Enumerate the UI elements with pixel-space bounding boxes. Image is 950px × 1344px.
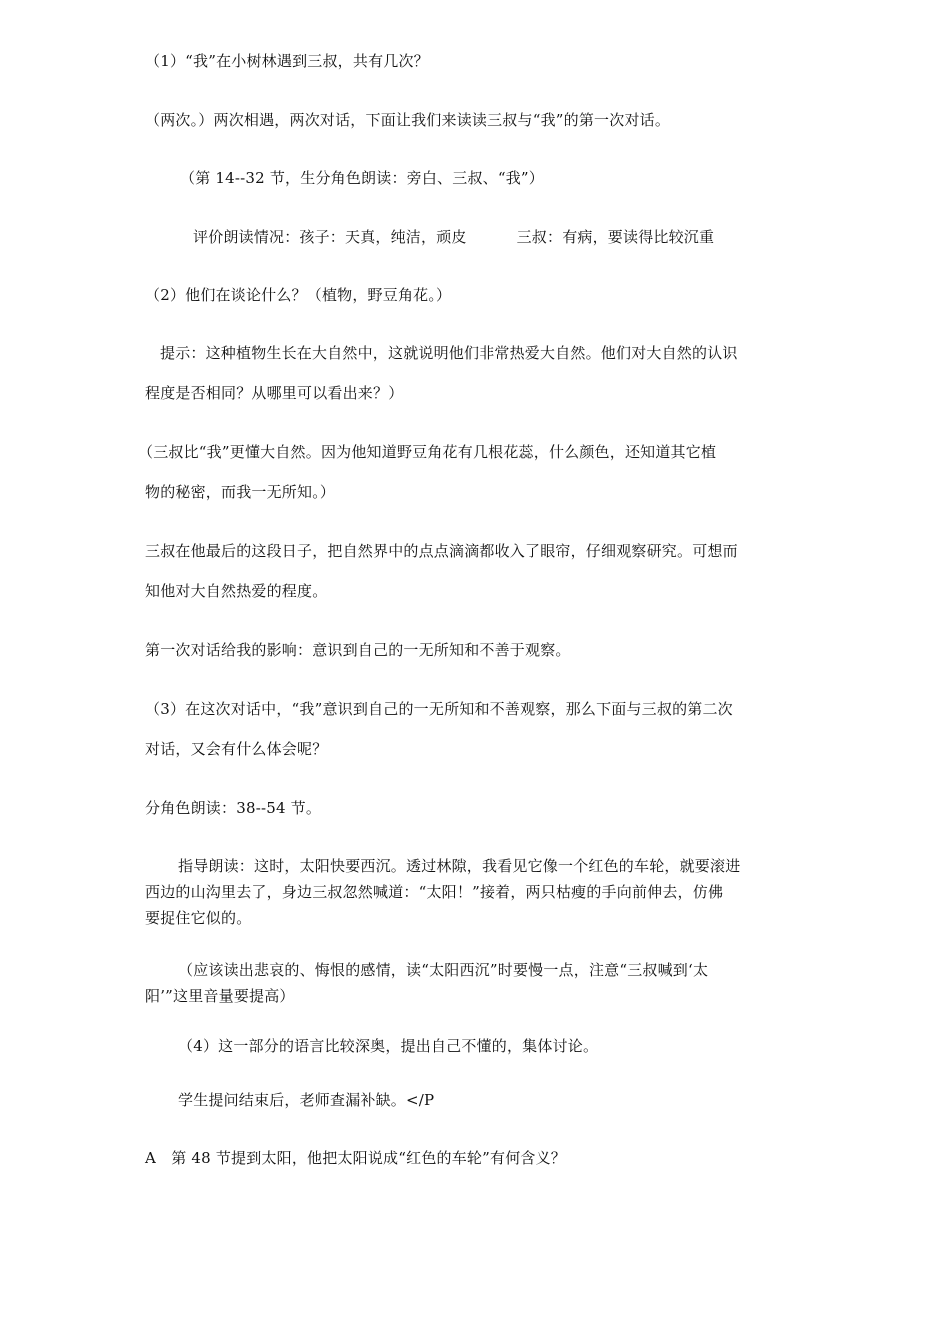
question-1: （1）“我”在小树林遇到三叔，共有几次？ xyxy=(145,52,429,70)
summary-line-1: 三叔在他最后的这段日子，把自然界中的点点滴滴都收入了眼帘，仔细观察研究。可想而 xyxy=(145,542,738,560)
explanation-line-1: （三叔比“我”更懂大自然。因为他知道野豆角花有几根花蕊，什么颜色，还知道其它植 xyxy=(138,443,717,461)
reading-evaluation xyxy=(193,227,865,247)
question-3-line-1: （3）在这次对话中，“我”意识到自己的一无所知和不善观察，那么下面与三叔的第二次 xyxy=(145,700,733,718)
first-dialogue-effect: 第一次对话给我的影响：意识到自己的一无所知和不善于观察。 xyxy=(145,641,571,659)
reading-instruction-1: （第 14--32 节，生分角色朗读：旁白、三叔、“我”） xyxy=(180,169,544,187)
hint-line-1: 提示：这种植物生长在大自然中，这就说明他们非常热爱大自然。他们对大自然的认识 xyxy=(160,344,738,362)
question-3-line-2: 对话，又会有什么体会呢？ xyxy=(145,740,328,758)
hint-line-2: 程度是否相同？从哪里可以看出来？） xyxy=(145,384,404,402)
explanation-line-2: 物的秘密，而我一无所知。） xyxy=(145,483,336,501)
reading-note-line-1: （应该读出悲哀的、悔恨的感情，读“太阳西沉”时要慢一点，注意“三叔喊到‘太 xyxy=(178,961,709,979)
reading-instruction-2: 分角色朗读：38--54 节。 xyxy=(145,799,322,817)
guided-reading-line-1: 指导朗读：这时，太阳快要西沉。透过林隙，我看见它像一个红色的车轮，就要滚进 xyxy=(178,857,741,875)
question-4: （4）这一部分的语言比较深奥，提出自己不懂的，集体讨论。 xyxy=(178,1037,599,1055)
evaluation-uncle: 三叔：有病，要读得比较沉重 xyxy=(516,228,715,246)
question-2: （2）他们在谈论什么？（植物，野豆角花。） xyxy=(145,286,452,304)
answer-1: （两次。）两次相遇，两次对话，下面让我们来读读三叔与“我”的第一次对话。 xyxy=(145,111,671,129)
guided-reading-line-3: 要捉住它似的。 xyxy=(145,909,252,927)
summary-line-2: 知他对大自然热爱的程度。 xyxy=(145,582,328,600)
teacher-summary: 学生提问结束后，老师查漏补缺。</P xyxy=(178,1091,435,1109)
guided-reading-line-2: 西边的山沟里去了，身边三叔忽然喊道：“太阳！”接着，两只枯瘦的手向前伸去，仿佛 xyxy=(145,883,724,901)
item-a: A 第 48 节提到太阳，他把太阳说成“红色的车轮”有何含义？ xyxy=(145,1149,566,1167)
evaluation-child: 评价朗读情况：孩子：天真，纯洁，顽皮 xyxy=(193,228,467,246)
reading-note-line-2: 阳’”这里音量要提高） xyxy=(145,987,295,1005)
